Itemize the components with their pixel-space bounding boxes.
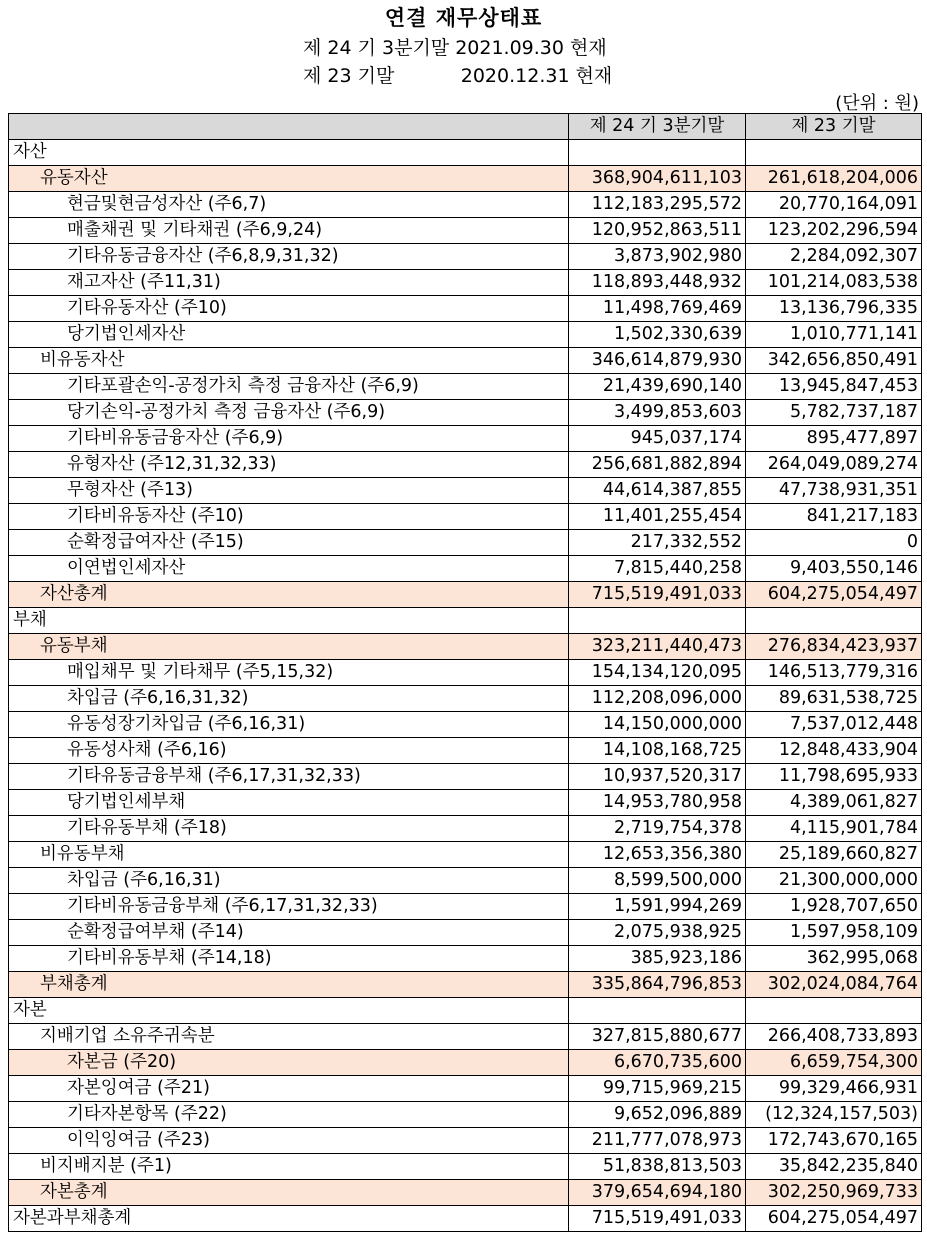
prior-period-amount: 264,049,089,274 xyxy=(746,452,922,478)
prior-period-amount: 89,631,538,725 xyxy=(746,686,922,712)
account-name: 순확정급여자산 (주15) xyxy=(9,530,569,556)
current-period-amount: 715,519,491,033 xyxy=(569,1206,746,1232)
prior-period-amount: 4,389,061,827 xyxy=(746,790,922,816)
account-name: 매입채무 및 기타채무 (주5,15,32) xyxy=(9,660,569,686)
prior-period-amount: 342,656,850,491 xyxy=(746,348,922,374)
account-name: 자본과부채총계 xyxy=(9,1206,569,1232)
table-row xyxy=(9,530,922,556)
current-period-amount: 14,150,000,000 xyxy=(569,712,746,738)
table-row xyxy=(9,1154,922,1180)
prior-period-amount: 20,770,164,091 xyxy=(746,192,922,218)
table-row xyxy=(9,1102,922,1128)
table-row xyxy=(9,816,922,842)
table-row xyxy=(9,322,922,348)
current-period-amount: 945,037,174 xyxy=(569,426,746,452)
table-row xyxy=(9,946,922,972)
prior-period-amount: 11,798,695,933 xyxy=(746,764,922,790)
account-name: 기타포괄손익-공정가치 측정 금융자산 (주6,9) xyxy=(9,374,569,400)
account-name: 유동자산 xyxy=(9,166,569,192)
prior-period-amount xyxy=(746,140,922,166)
header-account xyxy=(9,114,569,140)
table-row xyxy=(9,426,922,452)
current-period-amount: 118,893,448,932 xyxy=(569,270,746,296)
table-row xyxy=(9,790,922,816)
current-period-amount: 385,923,186 xyxy=(569,946,746,972)
prior-period-amount: 2,284,092,307 xyxy=(746,244,922,270)
current-period-amount: 3,499,853,603 xyxy=(569,400,746,426)
account-name: 비유동자산 xyxy=(9,348,569,374)
account-name: 자본총계 xyxy=(9,1180,569,1206)
current-period-amount: 217,332,552 xyxy=(569,530,746,556)
table-row xyxy=(9,1050,922,1076)
prior-period-amount: 101,214,083,538 xyxy=(746,270,922,296)
current-period-amount: 2,719,754,378 xyxy=(569,816,746,842)
prior-period-amount: 172,743,670,165 xyxy=(746,1128,922,1154)
account-name: 자산총계 xyxy=(9,582,569,608)
prior-period-amount: 604,275,054,497 xyxy=(746,1206,922,1232)
current-period-amount: 7,815,440,258 xyxy=(569,556,746,582)
account-name: 차입금 (주6,16,31,32) xyxy=(9,686,569,712)
account-name: 이익잉여금 (주23) xyxy=(9,1128,569,1154)
account-name: 기타자본항목 (주22) xyxy=(9,1102,569,1128)
prior-period-amount: 21,300,000,000 xyxy=(746,868,922,894)
account-name: 부채총계 xyxy=(9,972,569,998)
table-row xyxy=(9,764,922,790)
prior-period-amount: 841,217,183 xyxy=(746,504,922,530)
current-period-amount: 99,715,969,215 xyxy=(569,1076,746,1102)
table-row xyxy=(9,842,922,868)
account-name: 매출채권 및 기타채권 (주6,9,24) xyxy=(9,218,569,244)
balance-sheet-table xyxy=(8,113,922,1232)
table-row xyxy=(9,374,922,400)
account-name: 차입금 (주6,16,31) xyxy=(9,868,569,894)
current-period-amount: 1,502,330,639 xyxy=(569,322,746,348)
current-period-amount: 112,183,295,572 xyxy=(569,192,746,218)
prior-period-amount: 604,275,054,497 xyxy=(746,582,922,608)
prior-period-amount: 261,618,204,006 xyxy=(746,166,922,192)
prior-period-amount: 25,189,660,827 xyxy=(746,842,922,868)
table-row xyxy=(9,1206,922,1232)
prior-period-amount: 35,842,235,840 xyxy=(746,1154,922,1180)
account-name: 현금및현금성자산 (주6,7) xyxy=(9,192,569,218)
current-period-amount: 9,652,096,889 xyxy=(569,1102,746,1128)
header-prior-period: 제 23 기말 xyxy=(746,114,922,140)
table-row xyxy=(9,660,922,686)
prior-period-amount: 895,477,897 xyxy=(746,426,922,452)
current-period-amount: 256,681,882,894 xyxy=(569,452,746,478)
account-name: 무형자산 (주13) xyxy=(9,478,569,504)
prior-period-amount: 1,928,707,650 xyxy=(746,894,922,920)
prior-period-amount: 13,945,847,453 xyxy=(746,374,922,400)
table-row xyxy=(9,894,922,920)
current-period-amount: 10,937,520,317 xyxy=(569,764,746,790)
prior-period-amount: 9,403,550,146 xyxy=(746,556,922,582)
prior-period-amount: 146,513,779,316 xyxy=(746,660,922,686)
prior-period-amount xyxy=(746,608,922,634)
table-row xyxy=(9,712,922,738)
table-row xyxy=(9,634,922,660)
prior-period-amount: 0 xyxy=(746,530,922,556)
period-current: 제 24 기 3분기말 2021.09.30 현재 xyxy=(303,37,607,59)
account-name: 기타유동자산 (주10) xyxy=(9,296,569,322)
table-row xyxy=(9,400,922,426)
current-period-amount xyxy=(569,608,746,634)
current-period-amount xyxy=(569,140,746,166)
current-period-amount: 6,670,735,600 xyxy=(569,1050,746,1076)
prior-period-amount: 266,408,733,893 xyxy=(746,1024,922,1050)
account-name: 기타비유동금융자산 (주6,9) xyxy=(9,426,569,452)
account-name: 기타비유동부채 (주14,18) xyxy=(9,946,569,972)
table-row xyxy=(9,166,922,192)
table-row xyxy=(9,556,922,582)
current-period-amount: 346,614,879,930 xyxy=(569,348,746,374)
current-period-amount: 14,108,168,725 xyxy=(569,738,746,764)
current-period-amount: 154,134,120,095 xyxy=(569,660,746,686)
account-name: 기타비유동자산 (주10) xyxy=(9,504,569,530)
table-row xyxy=(9,244,922,270)
current-period-amount: 8,599,500,000 xyxy=(569,868,746,894)
account-name: 부채 xyxy=(9,608,569,634)
table-row xyxy=(9,608,922,634)
table-row xyxy=(9,348,922,374)
current-period-amount: 211,777,078,973 xyxy=(569,1128,746,1154)
table-row xyxy=(9,192,922,218)
current-period-amount: 51,838,813,503 xyxy=(569,1154,746,1180)
current-period-amount: 2,075,938,925 xyxy=(569,920,746,946)
table-row xyxy=(9,998,922,1024)
table-row xyxy=(9,140,922,166)
account-name: 기타유동금융부채 (주6,17,31,32,33) xyxy=(9,764,569,790)
prior-period-amount: 4,115,901,784 xyxy=(746,816,922,842)
current-period-amount: 12,653,356,380 xyxy=(569,842,746,868)
table-row xyxy=(9,218,922,244)
account-name: 자본금 (주20) xyxy=(9,1050,569,1076)
current-period-amount: 368,904,611,103 xyxy=(569,166,746,192)
current-period-amount: 335,864,796,853 xyxy=(569,972,746,998)
table-row xyxy=(9,738,922,764)
account-name: 당기법인세부채 xyxy=(9,790,569,816)
account-name: 자본잉여금 (주21) xyxy=(9,1076,569,1102)
account-name: 비유동부채 xyxy=(9,842,569,868)
current-period-amount: 112,208,096,000 xyxy=(569,686,746,712)
current-period-amount: 379,654,694,180 xyxy=(569,1180,746,1206)
current-period-amount: 11,498,769,469 xyxy=(569,296,746,322)
account-name: 순확정급여부채 (주14) xyxy=(9,920,569,946)
prior-period-amount: 47,738,931,351 xyxy=(746,478,922,504)
prior-period-amount xyxy=(746,998,922,1024)
account-name: 유동성사채 (주6,16) xyxy=(9,738,569,764)
prior-period-amount: 7,537,012,448 xyxy=(746,712,922,738)
table-row xyxy=(9,686,922,712)
header-current-period: 제 24 기 3분기말 xyxy=(569,114,746,140)
account-name: 지배기업 소유주귀속분 xyxy=(9,1024,569,1050)
account-name: 기타비유동금융부채 (주6,17,31,32,33) xyxy=(9,894,569,920)
prior-period-amount: 1,597,958,109 xyxy=(746,920,922,946)
current-period-amount: 11,401,255,454 xyxy=(569,504,746,530)
table-row xyxy=(9,296,922,322)
prior-period-amount: 13,136,796,335 xyxy=(746,296,922,322)
table-row xyxy=(9,270,922,296)
current-period-amount xyxy=(569,998,746,1024)
account-name: 유동성장기차입금 (주6,16,31) xyxy=(9,712,569,738)
prior-period-amount: (12,324,157,503) xyxy=(746,1102,922,1128)
prior-period-amount: 5,782,737,187 xyxy=(746,400,922,426)
table-row xyxy=(9,920,922,946)
current-period-amount: 14,953,780,958 xyxy=(569,790,746,816)
table-row xyxy=(9,972,922,998)
current-period-amount: 715,519,491,033 xyxy=(569,582,746,608)
current-period-amount: 3,873,902,980 xyxy=(569,244,746,270)
table-row xyxy=(9,1128,922,1154)
table-row xyxy=(9,1076,922,1102)
current-period-amount: 1,591,994,269 xyxy=(569,894,746,920)
account-name: 유동부채 xyxy=(9,634,569,660)
account-name: 비지배지분 (주1) xyxy=(9,1154,569,1180)
prior-period-amount: 276,834,423,937 xyxy=(746,634,922,660)
table-row xyxy=(9,1180,922,1206)
current-period-amount: 21,439,690,140 xyxy=(569,374,746,400)
account-name: 자본 xyxy=(9,998,569,1024)
prior-period-amount: 302,250,969,733 xyxy=(746,1180,922,1206)
table-row xyxy=(9,478,922,504)
prior-period-amount: 99,329,466,931 xyxy=(746,1076,922,1102)
account-name: 유형자산 (주12,31,32,33) xyxy=(9,452,569,478)
prior-period-amount: 302,024,084,764 xyxy=(746,972,922,998)
unit-label: (단위 : 원) xyxy=(835,93,919,114)
table-row xyxy=(9,582,922,608)
table-row xyxy=(9,868,922,894)
account-name: 당기법인세자산 xyxy=(9,322,569,348)
prior-period-amount: 362,995,068 xyxy=(746,946,922,972)
account-name: 당기손익-공정가치 측정 금융자산 (주6,9) xyxy=(9,400,569,426)
account-name: 이연법인세자산 xyxy=(9,556,569,582)
account-name: 자산 xyxy=(9,140,569,166)
prior-period-amount: 12,848,433,904 xyxy=(746,738,922,764)
table-row xyxy=(9,452,922,478)
prior-period-amount: 6,659,754,300 xyxy=(746,1050,922,1076)
current-period-amount: 323,211,440,473 xyxy=(569,634,746,660)
document-title: 연결 재무상태표 xyxy=(384,6,543,30)
table-row xyxy=(9,1024,922,1050)
account-name: 재고자산 (주11,31) xyxy=(9,270,569,296)
account-name: 기타유동금융자산 (주6,8,9,31,32) xyxy=(9,244,569,270)
current-period-amount: 327,815,880,677 xyxy=(569,1024,746,1050)
prior-period-amount: 1,010,771,141 xyxy=(746,322,922,348)
current-period-amount: 44,614,387,855 xyxy=(569,478,746,504)
account-name: 기타유동부채 (주18) xyxy=(9,816,569,842)
table-header-row xyxy=(9,114,922,140)
table-row xyxy=(9,504,922,530)
period-prior: 제 23 기말 2020.12.31 현재 xyxy=(303,65,613,87)
prior-period-amount: 123,202,296,594 xyxy=(746,218,922,244)
current-period-amount: 120,952,863,511 xyxy=(569,218,746,244)
